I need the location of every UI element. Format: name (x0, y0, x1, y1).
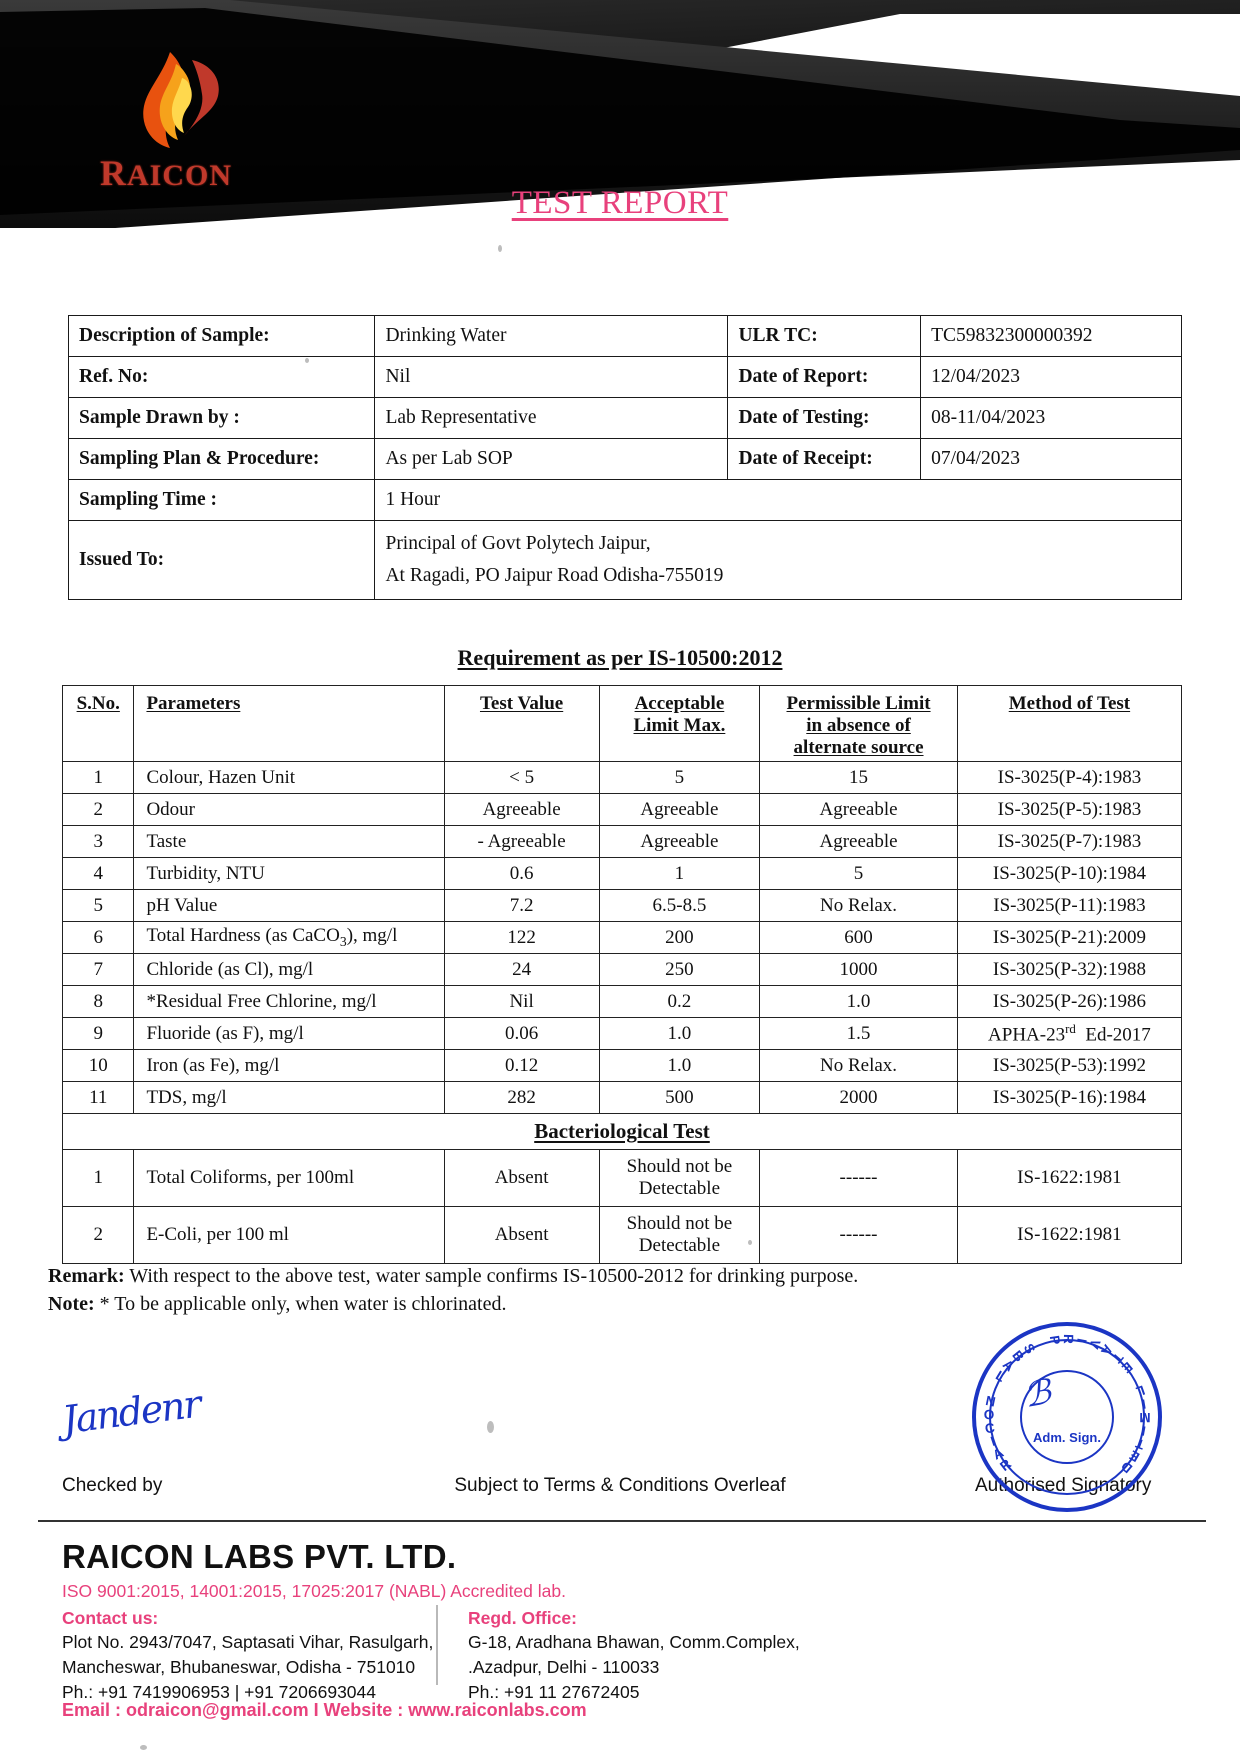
stamp-char: R (997, 1456, 1014, 1474)
cell-method: IS-3025(P-7):1983 (957, 826, 1181, 858)
cell-acceptable-line1: Should not be (626, 1213, 733, 1235)
table-row (63, 890, 1182, 922)
cell-sno: 1 (63, 1150, 134, 1207)
cell-sno: 3 (63, 826, 134, 858)
company-logo (100, 48, 280, 193)
stamp-char: L (1134, 1382, 1147, 1400)
info-value-2: TC59832300000392 (921, 316, 1182, 357)
stamp-char: D (1118, 1458, 1136, 1477)
footer-regd-line-3: Ph.: +91 11 27672405 (468, 1681, 640, 1702)
bacteriological-title: Bacteriological Test (534, 1119, 710, 1143)
col-header-acceptable-limit: Acceptable Limit Max. (599, 686, 760, 762)
flame-icon (118, 48, 238, 163)
col-header-parameters: Parameters (134, 686, 444, 762)
logo-rest-letters: AICON (127, 159, 233, 192)
scan-speck (140, 1745, 147, 1750)
info-value: Nil (375, 357, 728, 398)
cell-parameter: Colour, Hazen Unit (134, 762, 444, 794)
table-row (63, 1150, 1182, 1207)
cell-acceptable: 1 (599, 858, 760, 890)
handwritten-signature: Jandenr (59, 1381, 202, 1443)
cell-test-value: < 5 (444, 762, 599, 794)
footer-contact-block (62, 1630, 433, 1705)
cell-acceptable: 1.0 (599, 1018, 760, 1050)
stamp-char: E (1126, 1447, 1143, 1465)
cell-sno: 2 (63, 794, 134, 826)
table-row (69, 439, 1182, 480)
stamp-char: I (988, 1433, 998, 1450)
cell-permissible: Agreeable (760, 794, 958, 826)
stamp-char: A (1097, 1341, 1116, 1359)
table-row (63, 1050, 1182, 1082)
remark-text: With respect to the above test, water sample confirms IS-10500-2012 for drinking purpose. (124, 1265, 859, 1287)
table-row (69, 316, 1182, 357)
cell-acceptable: Agreeable (599, 826, 760, 858)
cell-method: IS-1622:1981 (957, 1150, 1181, 1207)
stamp-char: B (1009, 1347, 1028, 1365)
cell-method: IS-3025(P-10):1984 (957, 858, 1181, 890)
footer-contact-line-3: Ph.: +91 7419906953 | +91 7206693044 (62, 1681, 377, 1702)
cell-acceptable: 0.2 (599, 986, 760, 1018)
cell-method: IS-3025(P-16):1984 (957, 1082, 1181, 1114)
cell-sno: 8 (63, 986, 134, 1018)
info-label-2: Date of Report: (728, 357, 921, 398)
table-row (63, 826, 1182, 858)
cell-test-value: 24 (444, 954, 599, 986)
cell-sno: 7 (63, 954, 134, 986)
cell-method: IS-3025(P-32):1988 (957, 954, 1181, 986)
cell-permissible: ------ (760, 1207, 958, 1264)
cell-acceptable: 6.5-8.5 (599, 890, 760, 922)
cell-sno: 1 (63, 762, 134, 794)
stamp-char: P (1046, 1334, 1064, 1346)
table-row (63, 922, 1182, 954)
table-row (63, 762, 1182, 794)
stamp-char: V (1086, 1337, 1104, 1351)
cell-test-value: Agreeable (444, 794, 599, 826)
table-row (63, 954, 1182, 986)
page-title: TEST REPORT (511, 185, 729, 221)
cell-method: IS-3025(P-5):1983 (957, 794, 1181, 826)
cell-parameter: Iron (as Fe), mg/l (134, 1050, 444, 1082)
stamp-char: I (1140, 1423, 1147, 1439)
cell-sno: 2 (63, 1207, 134, 1264)
requirement-heading: Requirement as per IS-10500:2012 (457, 645, 783, 670)
cell-permissible: No Relax. (760, 890, 958, 922)
table-row (63, 986, 1182, 1018)
info-value-2: 08-11/04/2023 (921, 398, 1182, 439)
info-value: Drinking Water (375, 316, 728, 357)
cell-sno: 6 (63, 922, 134, 954)
cell-permissible: 1000 (760, 954, 958, 986)
test-results-table (62, 685, 1182, 1264)
cell-parameter: E-Coli, per 100 ml (134, 1207, 444, 1264)
table-row (69, 398, 1182, 439)
table-row (69, 357, 1182, 398)
cell-method: IS-1622:1981 (957, 1207, 1181, 1264)
cell-acceptable-line1: Should not be (626, 1156, 733, 1178)
cell-test-value: - Agreeable (444, 826, 599, 858)
cell-permissible: 2000 (760, 1082, 958, 1114)
cell-acceptable: 5 (599, 762, 760, 794)
cell-test-value: Nil (444, 986, 599, 1018)
col-header-test-value: Test Value (444, 686, 599, 762)
footer-contact-label: Contact us: (62, 1608, 159, 1628)
cell-permissible: 1.5 (760, 1018, 958, 1050)
stamp-char: I (1140, 1396, 1148, 1412)
info-label: Ref. No: (69, 357, 375, 398)
cell-permissible: 15 (760, 762, 958, 794)
stamp-char: N (984, 1392, 997, 1410)
remark-label: Remark: (48, 1265, 125, 1287)
table-row (63, 794, 1182, 826)
terms-conditions-note: Subject to Terms & Conditions Overleaf (454, 1475, 786, 1496)
cell-permissible: 1.0 (760, 986, 958, 1018)
cell-sno: 5 (63, 890, 134, 922)
cell-method: IS-3025(P-4):1983 (957, 762, 1181, 794)
stamp-char: E (1119, 1358, 1136, 1377)
cell-method: APHA-23rd Ed-2017 (957, 1018, 1181, 1050)
stamp-center-text: Adm. Sign. (1033, 1430, 1101, 1445)
table-row (63, 858, 1182, 890)
info-label: Sampling Plan & Procedure: (69, 439, 375, 480)
note-line (48, 1290, 1198, 1318)
info-value-2: 07/04/2023 (921, 439, 1182, 480)
cell-acceptable: 1.0 (599, 1050, 760, 1082)
stamp-char: T (1133, 1435, 1147, 1453)
cell-test-value: 0.12 (444, 1050, 599, 1082)
footer-regd-line-1: G-18, Aradhana Bhawan, Comm.Complex, (468, 1632, 800, 1652)
cell-test-value: 122 (444, 922, 599, 954)
cell-method: IS-3025(P-26):1986 (957, 986, 1181, 1018)
info-value: 1 Hour (375, 480, 1182, 521)
cell-method: IS-3025(P-53):1992 (957, 1050, 1181, 1082)
col-header-permissible-limit: Permissible Limit in absence of alternate source (760, 686, 958, 762)
cell-parameter: Fluoride (as F), mg/l (134, 1018, 444, 1050)
logo-lead-letter: R (100, 153, 127, 193)
cell-acceptable (599, 1150, 760, 1207)
note-label: Note: (48, 1293, 95, 1316)
stamp-char: C (983, 1420, 996, 1437)
remark-block (48, 1262, 1198, 1319)
authorised-signatory-label: Authorised Signatory (975, 1475, 1152, 1496)
stamp-char: T (1109, 1349, 1127, 1366)
scan-speck (487, 1421, 494, 1433)
info-label-2: Date of Receipt: (728, 439, 921, 480)
cell-test-value: 7.2 (444, 890, 599, 922)
cell-test-value: 0.06 (444, 1018, 599, 1050)
cell-permissible: No Relax. (760, 1050, 958, 1082)
info-label-2: ULR TC: (728, 316, 921, 357)
cell-sno: 4 (63, 858, 134, 890)
cell-parameter: pH Value (134, 890, 444, 922)
cell-parameter: Total Coliforms, per 100ml (134, 1150, 444, 1207)
col-header-method: Method of Test (957, 686, 1181, 762)
issued-to-line-2: At Ragadi, PO Jaipur Road Odisha-755019 (385, 565, 724, 587)
company-stamp (972, 1322, 1162, 1512)
cell-parameter: Total Hardness (as CaCO$_3$), mg/l (134, 922, 444, 954)
cell-sno: 11 (63, 1082, 134, 1114)
stamp-char: R (1060, 1334, 1076, 1345)
cell-test-value: Absent (444, 1207, 599, 1264)
logo-wordmark (100, 152, 232, 194)
info-label: Sample Drawn by : (69, 398, 375, 439)
stamp-char: S (1020, 1341, 1039, 1357)
footer-company-name: RAICON LABS PVT. LTD. (62, 1538, 457, 1575)
footer-iso-line: ISO 9001:2015, 14001:2015, 17025:2017 (NABL) Accredited lab. (62, 1581, 566, 1601)
table-row (63, 1207, 1182, 1264)
col-header-sno: S.No. (63, 686, 134, 762)
footer-regd-label: Regd. Office: (468, 1608, 577, 1628)
table-row (63, 1082, 1182, 1114)
info-label: Description of Sample: (69, 316, 375, 357)
table-row-issued-to (69, 521, 1182, 600)
stamp-char: A (990, 1444, 1007, 1463)
stamp-scribble-mark: ℬ (1020, 1371, 1055, 1417)
info-label: Sampling Time : (69, 480, 375, 521)
checked-by-label: Checked by (62, 1475, 163, 1496)
footer-regd-line-2: .Azadpur, Delhi - 110033 (468, 1656, 660, 1677)
cell-parameter: TDS, mg/l (134, 1082, 444, 1114)
cell-test-value: 0.6 (444, 858, 599, 890)
cell-permissible: Agreeable (760, 826, 958, 858)
table-header-row (63, 686, 1182, 762)
cell-acceptable (599, 1207, 760, 1264)
note-text: * To be applicable only, when water is chlorinated. (94, 1293, 507, 1316)
cell-acceptable: Agreeable (599, 794, 760, 826)
cell-parameter: Chloride (as Cl), mg/l (134, 954, 444, 986)
cell-method: IS-3025(P-11):1983 (957, 890, 1181, 922)
cell-acceptable-line2: Detectable (638, 1235, 721, 1256)
stamp-char: A (999, 1356, 1018, 1375)
cell-permissible: ------ (760, 1150, 958, 1207)
remark-line (48, 1262, 1198, 1290)
stamp-char: O (983, 1407, 995, 1423)
cell-parameter: Odour (134, 794, 444, 826)
cell-permissible: 5 (760, 858, 958, 890)
cell-sno: 10 (63, 1050, 134, 1082)
cell-acceptable: 200 (599, 922, 760, 954)
info-label-2: Date of Testing: (728, 398, 921, 439)
cell-test-value: Absent (444, 1150, 599, 1207)
issued-to-line-1: Principal of Govt Polytech Jaipur, (385, 533, 651, 554)
table-row (63, 1018, 1182, 1050)
info-value-2: 12/04/2023 (921, 357, 1182, 398)
stamp-char: L (993, 1367, 1008, 1385)
issued-to-label: Issued To: (69, 521, 375, 600)
table-row (69, 480, 1182, 521)
bacteriological-section-header (63, 1114, 1182, 1150)
cell-test-value: 282 (444, 1082, 599, 1114)
cell-acceptable-line2: Detectable (638, 1178, 721, 1199)
stamp-circular-text (972, 1322, 1162, 1512)
footer-column-divider (436, 1605, 438, 1685)
footer-contact-line-1: Plot No. 2943/7047, Saptasati Vihar, Rasulgarh, (62, 1632, 434, 1652)
cell-permissible: 600 (760, 922, 958, 954)
cell-acceptable: 250 (599, 954, 760, 986)
cell-method: IS-3025(P-21):2009 (957, 922, 1181, 954)
cell-parameter: *Residual Free Chlorine, mg/l (134, 986, 444, 1018)
cell-acceptable: 500 (599, 1082, 760, 1114)
footer-email-website: Email : odraicon@gmail.com I Website : www.raiconlabs.com (62, 1700, 587, 1720)
cell-sno: 9 (63, 1018, 134, 1050)
footer-divider (38, 1520, 1206, 1522)
sample-info-table (68, 315, 1182, 600)
stamp-char: M (1139, 1409, 1151, 1425)
issued-to-value (375, 521, 1182, 600)
cell-parameter: Taste (134, 826, 444, 858)
scan-speck (498, 245, 502, 252)
footer-regd-block (468, 1630, 800, 1705)
info-value: Lab Representative (375, 398, 728, 439)
cell-parameter: Turbidity, NTU (134, 858, 444, 890)
stamp-char: I (1074, 1337, 1090, 1344)
info-value: As per Lab SOP (375, 439, 728, 480)
footer-contact-line-2: Mancheswar, Bhubaneswar, Odisha - 751010 (62, 1656, 416, 1677)
